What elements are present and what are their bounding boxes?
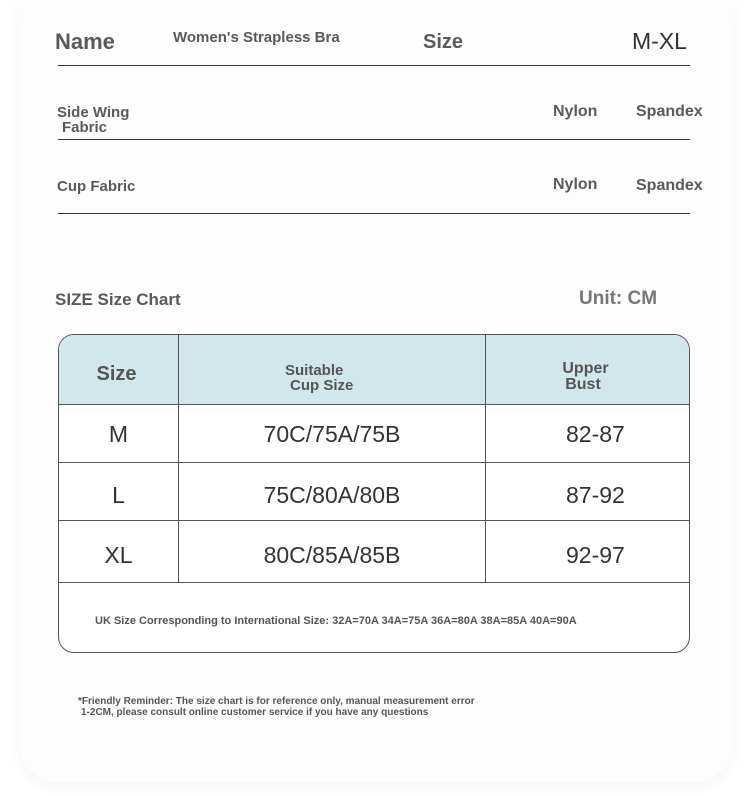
friendly-reminder-line1: *Friendly Reminder: The size chart is for reference only, manual measurement error (78, 696, 475, 707)
cup-material-spandex: Spandex (636, 177, 703, 194)
row-divider-1 (59, 462, 689, 463)
size-chart-table (58, 334, 690, 653)
row-xl-bust: 92-97 (566, 542, 625, 568)
size-chart-title: SIZE Size Chart (55, 290, 181, 309)
row-l-bust: 87-92 (566, 482, 625, 508)
divider-1 (58, 65, 690, 66)
row-xl-size: XL (104, 542, 133, 568)
unit-label: Unit: CM (579, 288, 658, 309)
divider-2 (58, 139, 690, 140)
header-upper-bust-line2: Bust (565, 376, 601, 393)
row-m-bust: 82-87 (566, 421, 625, 447)
side-wing-material-nylon: Nylon (553, 103, 598, 120)
header-upper-bust-line1: Upper (562, 360, 609, 377)
side-wing-label: Side Wing (57, 104, 130, 121)
row-divider-3 (59, 582, 689, 583)
row-l-cup: 75C/80A/80B (263, 482, 401, 508)
row-m-size: M (108, 421, 129, 447)
cup-material-nylon: Nylon (553, 176, 598, 193)
name-label: Name (55, 29, 115, 54)
side-wing-label-2: Fabric (62, 119, 108, 136)
size-label: Size (423, 31, 464, 53)
row-l-size: L (112, 482, 125, 508)
side-wing-material-spandex: Spandex (636, 103, 703, 120)
header-size: Size (96, 363, 137, 385)
friendly-reminder-line2: 1-2CM, please consult online customer service if you have any questions (81, 707, 429, 718)
product-name: Women's Strapless Bra (173, 29, 340, 46)
row-m-cup: 70C/75A/75B (263, 421, 401, 447)
cup-fabric-label: Cup Fabric (57, 178, 136, 195)
table-footnote: UK Size Corresponding to International Size: 32A=70A 34A=75A 36A=80A 38A=85A 40A=90A (95, 615, 577, 627)
row-xl-cup: 80C/85A/85B (263, 542, 401, 568)
row-divider-2 (59, 520, 689, 521)
divider-3 (58, 213, 690, 214)
size-value: M-XL (632, 28, 687, 54)
header-cup-size-line2: Cup Size (290, 377, 354, 394)
header-cup-size-line1: Suitable (285, 362, 344, 379)
